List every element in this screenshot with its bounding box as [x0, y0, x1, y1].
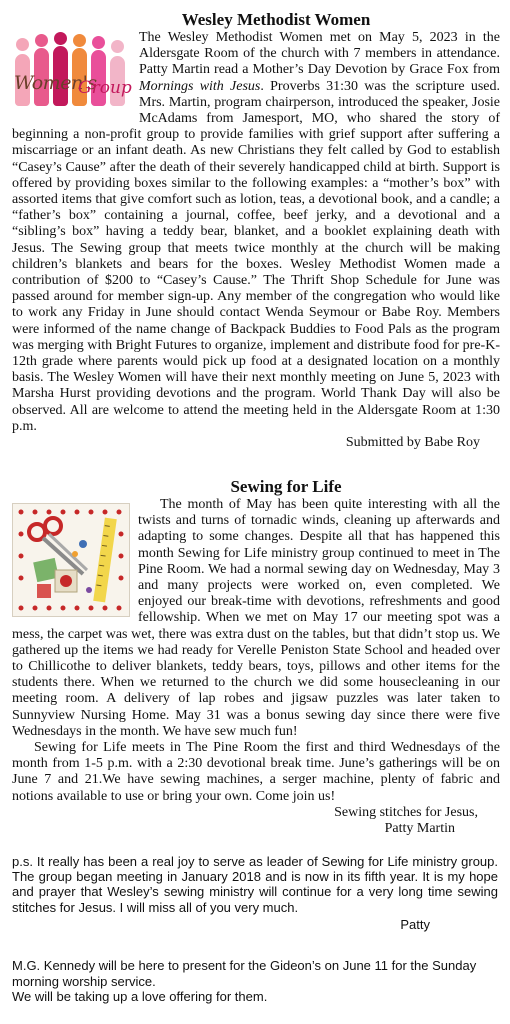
gideon-announcement	[12, 958, 498, 1005]
womens-group-logo	[8, 32, 133, 116]
postscript-signature: Patty	[400, 916, 430, 932]
figure-head-icon	[54, 32, 67, 45]
wesley-women-article	[12, 10, 500, 451]
wesley-women-signature: Submitted by Babe Roy	[345, 435, 480, 451]
figure-head-icon	[111, 40, 124, 53]
sewing-paragraph-2: Sewing for Life meets in The Pine Room the first and third Wednesdays of the month from 1-5 p.m. with a 2:30 devotional break time. June’s gatherings will be on June 7 and 21.We have sewing machines, a serger machine, plenty of fabric and notions available to use or bring your own. Come join us!	[12, 740, 500, 804]
gideon-line-2: We will be taking up a love offering for them.	[12, 989, 268, 1004]
figure-head-icon	[92, 36, 105, 49]
sewing-paragraph-1: The month of May has been quite interesting with all the twists and turns of tornadic winds, cleaning up afterwards and adapting to some changes. Despite all that has happened this month Sewing for Life ministry group continued to meet in The Pine Room. We had a normal sewing day on Wednesday, May 3 and many projects were worked on, even completed. We enjoyed our break-time with devotions, refreshments and good fellowship. When we met on May 17 our meeting spot was a mess, the carpet was wet, there was extra dust on the tables, but that didn’t stop us. We gathered up the items we had ready for Verelle Peniston State School and headed over to Chillicothe to deliver blankets, teddy bears, toys, pillows and other items for the students there. When we returned to the church we did some housecleaning in our meeting room. A delivery of lap robes and jigsaw puzzles was later taken to Sunnyview Nursing Home. May 31 was a bonus sewing day since there were five Wednesdays in the month. We have sew much fun!	[12, 497, 500, 739]
sewing-signoff-line: Sewing stitches for Jesus,	[334, 804, 478, 820]
postscript-text: p.s. It really has been a real joy to serve as leader of Sewing for Life ministry group. The group began meeting in January 2018 and is now in its fifth year. It is my hope and prayer that Wesley’s sewing ministry will continue for a very long time sewing stitches for Jesus. I will miss all of you very much.	[12, 854, 498, 915]
body-text: . Proverbs 31:30 was the scripture used. Mrs. Martin, program chairperson, introduced the speaker, Josie McAdams from Jamesport, MO, who shared the story of beginning a non-profit group to provide families with grief support after suffering a miscarriage or an infant death. As new Christians they felt called by God to establish “Casey’s Cause” after the death of their severely handicapped child at birth. Support is offered by providing boxes similar to the following examples: a “mother’s box” with assorted items that give comfort such as lotion, teas, a devotional book, and a candle; a “father’s box” containing a journal, coffee, beef jerky, and a devotional and a “sibling’s box” having a teddy bear, blanket, and a booklet explaining death with Jesus. The Sewing group that meets twice monthly at the church will be making children’s blankets and bears for the boxes. Wesley Methodist Women made a contribution of $200 to “Casey’s Cause.” The Thrift Shop Schedule for June was passed around for member sign-up. Any member of the congregation who would like to work any Friday in June should contact Wenda Seymour or Babe Roy. Members were informed of the name change of Backpack Buddies to Food Pals as the program was merging with Bright Futures to organize, implement and distribute food for pre-K-12th grade where parents would pick up food at a designated location on a monthly basis. The Wesley Women will have their next monthly meeting on June 5, 2023 with Marsha Hurst providing devotions and the program. World Thank Day will also be observed. All are welcome to attend the meeting held in the Aldersgate Room at 1:30 p.m.	[12, 78, 500, 434]
sewing-signoff-name: Patty Martin	[384, 820, 455, 836]
logo-text-womens: Women's	[14, 72, 97, 94]
gideon-line-1: M.G. Kennedy will be here to present for the Gideon’s on June 11 for the Sunday morning worship service.	[12, 958, 477, 989]
figure-head-icon	[73, 34, 86, 47]
logo-text-group: Group	[78, 78, 132, 98]
sewing-for-life-article	[12, 477, 500, 837]
body-text: The Wesley Methodist Women met on May 5, 2023 in the Aldersgate Room of the church with 7 members in attendance. Patty Martin read a Mother’s Day Devotion by Grace Fox from	[139, 30, 500, 78]
postscript-note	[12, 854, 498, 932]
sewing-for-life-title: Sewing for Life	[230, 477, 342, 496]
figure-head-icon	[16, 38, 29, 51]
sewing-supplies-icon	[13, 504, 129, 616]
book-title: Mornings with Jesus	[139, 78, 261, 94]
figure-head-icon	[35, 34, 48, 47]
sewing-supplies-image	[12, 503, 130, 617]
wesley-women-title: Wesley Methodist Women	[181, 10, 371, 29]
